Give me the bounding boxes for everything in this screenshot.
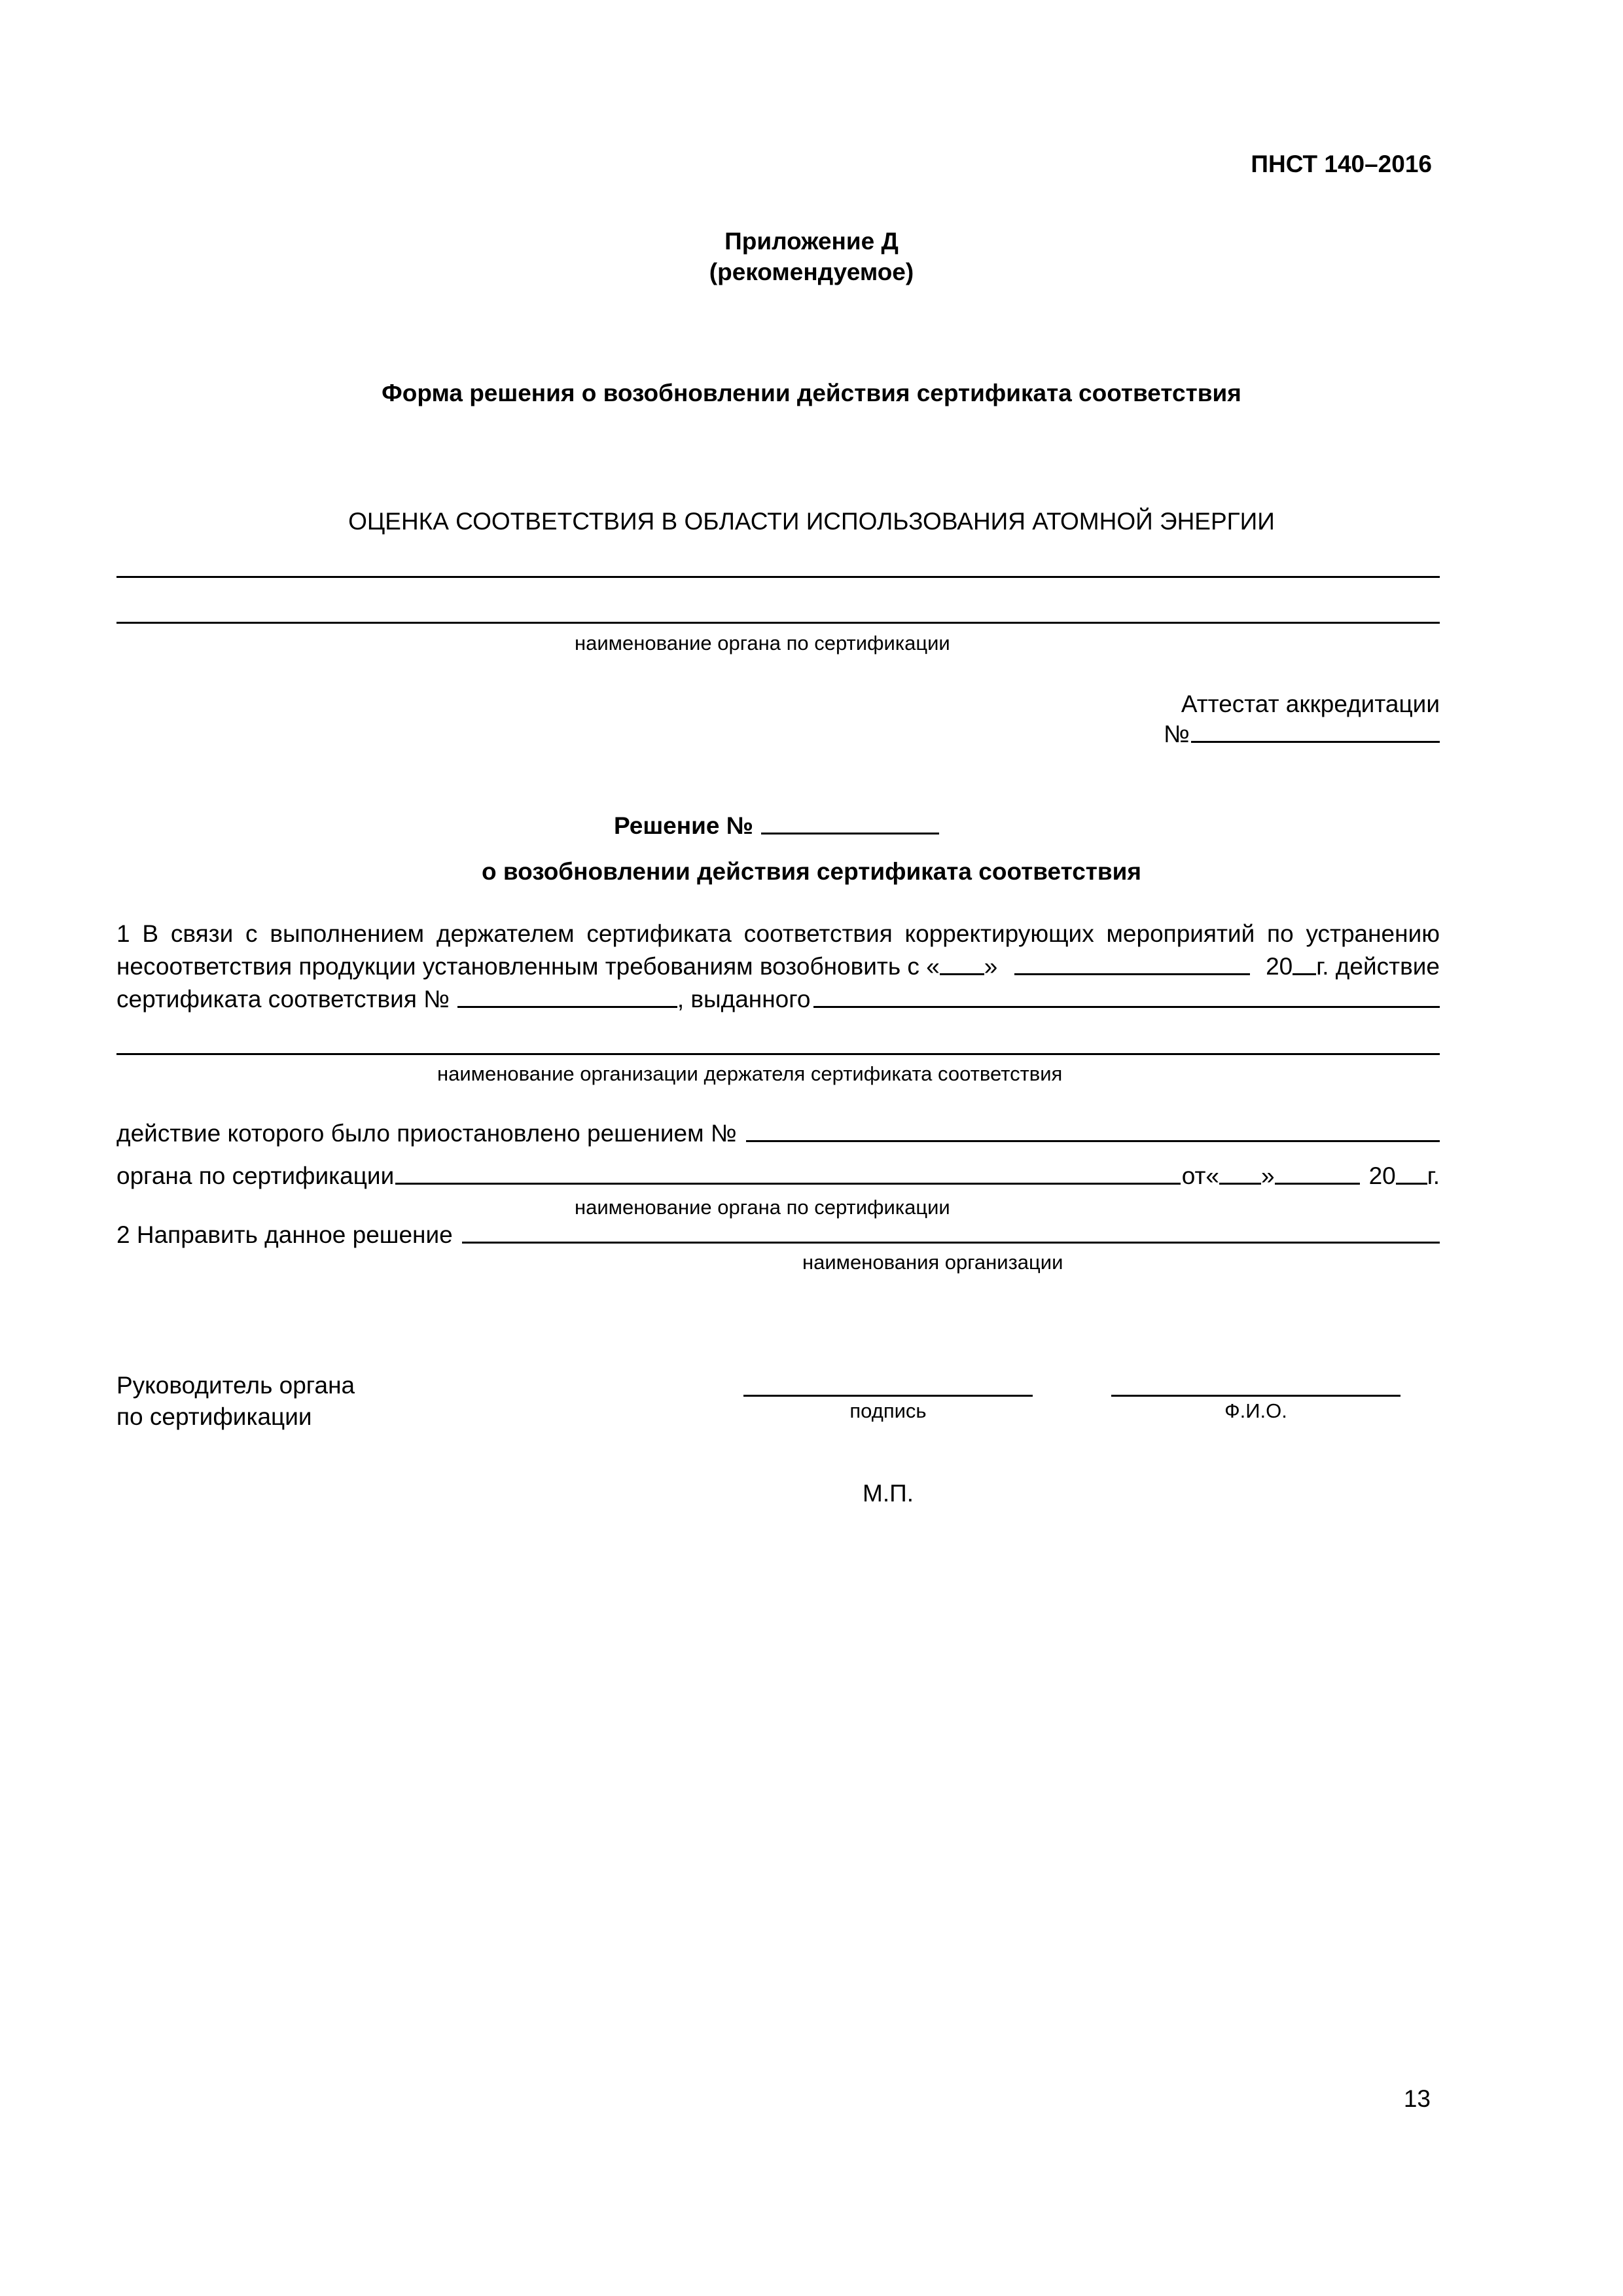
caption-holder: наименование организации держателя сертификата соответствия: [437, 1062, 1063, 1085]
caption-signature: подпись: [849, 1399, 927, 1422]
signer-role-line1: Руководитель органа: [116, 1372, 355, 1399]
year-prefix: 20: [1266, 953, 1293, 980]
para1-line1: 1 В связи с выполнением держателем сертификата соответствия корректирующих мероприятий по устранению: [116, 920, 1440, 947]
from-quote-close: »: [1261, 1162, 1275, 1189]
issued-to-blank: [813, 1006, 1440, 1008]
body-label: органа по сертификации: [116, 1162, 395, 1189]
system-title: ОЦЕНКА СООТВЕТСТВИЯ В ОБЛАСТИ ИСПОЛЬЗОВАНИЯ АТОМНОЙ ЭНЕРГИИ: [348, 508, 1275, 535]
accreditation-number-field: [1164, 722, 1440, 746]
from-year-suffix: г.: [1427, 1162, 1440, 1189]
document-code: ПНСТ 140–2016: [1251, 151, 1432, 177]
number-sign: №: [1164, 721, 1190, 747]
para1-line2-end: г. действие: [1316, 953, 1440, 980]
stamp-place: М.П.: [863, 1480, 914, 1507]
from-month-blank: [1275, 1183, 1360, 1185]
suspended-line: [116, 1121, 1440, 1145]
year-blank: [1293, 973, 1316, 975]
para1-line2: [116, 954, 1440, 978]
decision-label: Решение №: [614, 812, 753, 839]
caption-body-name2: наименование органа по сертификации: [575, 1196, 950, 1219]
decision-subtitle: о возобновлении действия сертификата соответствия: [481, 858, 1142, 885]
quote-close: »: [984, 953, 998, 980]
accreditation-label: Аттестат аккредитации: [1181, 691, 1440, 717]
page-number: 13: [1403, 2085, 1431, 2112]
signer-role-line2: по сертификации: [116, 1403, 312, 1430]
para1-line3: [116, 987, 1440, 1011]
para2-line: [116, 1223, 1440, 1247]
from-year-blank: [1396, 1183, 1427, 1185]
annex-title: Приложение Д: [724, 228, 899, 255]
day-blank: [940, 973, 984, 975]
from-year-prefix: 20: [1368, 1162, 1396, 1189]
signature-line: [743, 1395, 1033, 1397]
body-name-line-2: [116, 622, 1440, 624]
certificate-number-blank: [457, 1006, 677, 1008]
issued-label: , выданного: [677, 986, 811, 1013]
holder-name-line: [116, 1053, 1440, 1055]
suspension-decision-blank: [746, 1140, 1440, 1142]
para1-line2-text: несоответствия продукции установленным требованиям возобновить с «: [116, 953, 940, 980]
caption-body-name: наименование органа по сертификации: [575, 632, 950, 655]
full-name-line: [1111, 1395, 1400, 1397]
from-day-blank: [1219, 1183, 1261, 1185]
body-name-blank: [395, 1183, 1180, 1185]
para2-label: 2 Направить данное решение: [116, 1221, 453, 1248]
body-name-line-1: [116, 576, 1440, 578]
para1-line3-text: сертификата соответствия №: [116, 986, 450, 1013]
recipient-blank: [462, 1242, 1440, 1244]
suspended-text: действие которого было приостановлено решением №: [116, 1120, 737, 1147]
month-blank: [1014, 973, 1250, 975]
accreditation-number-blank: [1191, 741, 1440, 743]
form-title: Форма решения о возобновлении действия сертификата соответствия: [382, 380, 1241, 406]
decision-number-blank: [761, 833, 939, 834]
caption-full-name: Ф.И.О.: [1224, 1399, 1287, 1422]
caption-org: наименования организации: [802, 1251, 1063, 1274]
from-label: от«: [1181, 1162, 1219, 1189]
decision-heading: [614, 814, 939, 838]
annex-type: (рекомендуемое): [709, 259, 914, 285]
body-line: [116, 1164, 1440, 1188]
